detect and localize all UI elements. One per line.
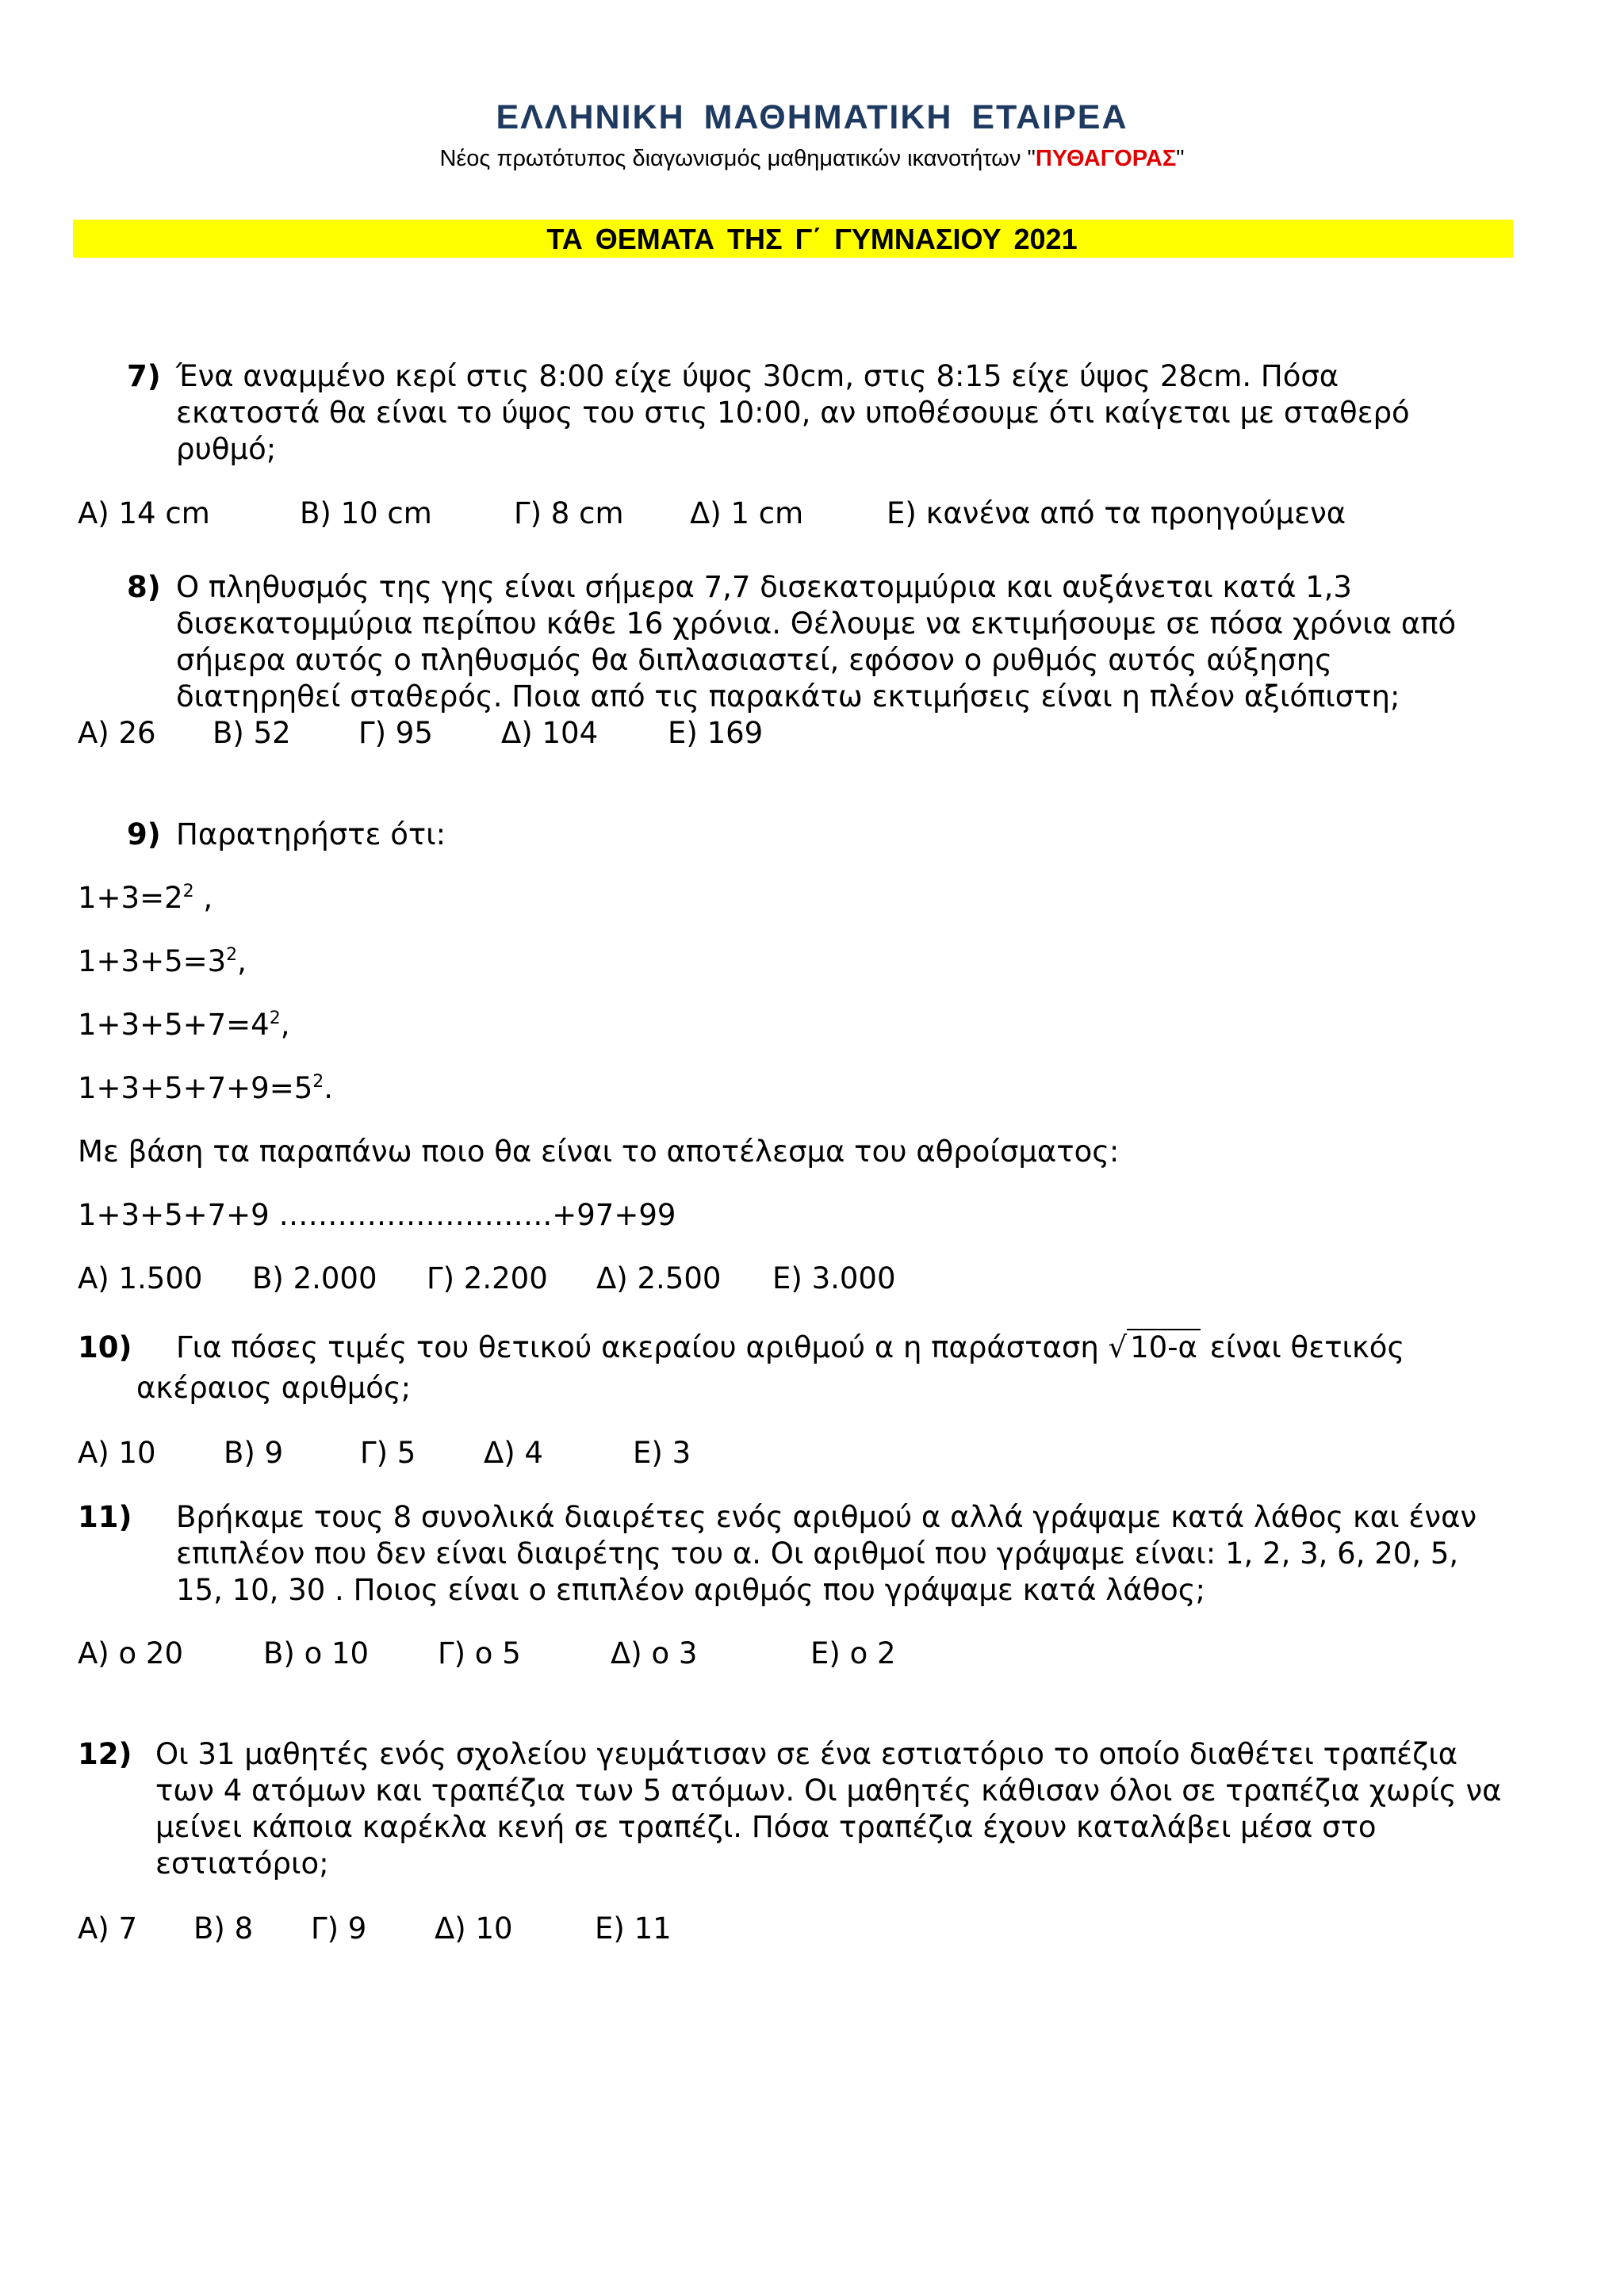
q11-line-3: 15, 10, 30 . Ποιος είναι ο επιπλέον αριθμός που γράψαμε κατά λάθος; [176, 1573, 1205, 1607]
q11-option-d: Δ) ο 3 [611, 1636, 698, 1670]
q7-option-b: Β) 10 cm [300, 496, 432, 530]
q8-option-c: Γ) 95 [358, 716, 433, 750]
q7-option-c: Γ) 8 cm [514, 496, 624, 530]
q9-equation-2 [78, 943, 247, 980]
q10-line-1-end: είναι θετικός [1209, 1330, 1405, 1364]
q11-option-c: Γ) ο 5 [438, 1636, 521, 1670]
q8-line-1: Ο πληθυσμός της γης είναι σήμερα 7,7 δισεκατομμύρια και αυξάνεται κατά 1,3 [176, 570, 1352, 604]
q7-option-a: Α) 14 cm [78, 496, 210, 530]
q10-number: 10) [78, 1330, 132, 1364]
q8-line-2: δισεκατομμύρια περίπου κάθε 16 χρόνια. Θέλουμε να εκτιμήσουμε σε πόσα χρόνια από [176, 607, 1457, 641]
q7-line-2: εκατοστά θα είναι το ύψος του στις 10:00, αν υποθέσουμε ότι καίγεται με σταθερό [176, 396, 1410, 430]
q12-line-3: μείνει κάποια καρέκλα κενή σε τραπέζι. Πόσα τραπέζια έχουν καταλάβει μέσα στο [155, 1810, 1377, 1844]
q10-option-a: Α) 10 [78, 1436, 156, 1470]
q9-option-a: Α) 1.500 [78, 1261, 203, 1295]
q9-equation-3 [78, 1007, 289, 1043]
q8-number: 8) [127, 570, 161, 604]
q12-option-c: Γ) 9 [311, 1911, 367, 1946]
radicand: 10-α [1127, 1329, 1201, 1364]
q9-equation-4 [78, 1070, 333, 1107]
q9-option-b: Β) 2.000 [252, 1261, 377, 1295]
square-root-expression: √ 10-α [1109, 1330, 1201, 1366]
q9-option-d: Δ) 2.500 [596, 1261, 722, 1295]
eq1-exponent: 2 [182, 882, 194, 901]
eq4-tail: . [324, 1071, 334, 1105]
q8-line-4: διατηρηθεί σταθερός. Ποια από τις παρακάτω εκτιμήσεις είναι η πλέον αξιόπιστη; [176, 679, 1400, 714]
contest-name: ΠΥΘΑΓΟΡΑΣ [1035, 146, 1177, 171]
q10-line-1-start: Για πόσες τιμές του θετικού ακεραίου αριθμού α η παράσταση [176, 1330, 1099, 1364]
q7-option-d: Δ) 1 cm [690, 496, 804, 530]
q11-number: 11) [78, 1500, 132, 1534]
q12-line-1: Οι 31 μαθητές ενός σχολείου γευμάτισαν σε ένα εστιατόριο το οποίο διαθέτει τραπέζια [155, 1737, 1458, 1771]
eq4-left: 1+3+5+7+9=5 [78, 1071, 313, 1105]
q10-option-b: Β) 9 [224, 1436, 284, 1470]
q9-intro: Παρατηρήστε ότι: [176, 817, 446, 851]
eq3-exponent: 2 [269, 1008, 281, 1028]
q8-line-3: σήμερα αυτός ο πληθυσμός θα διπλασιαστεί, εφόσον ο ρυθμός αυτός αύξησης [176, 643, 1332, 677]
q12-option-d: Δ) 10 [435, 1911, 513, 1946]
q10-option-e: Ε) 3 [633, 1436, 691, 1470]
q12-option-b: Β) 8 [193, 1911, 254, 1946]
q10-option-c: Γ) 5 [360, 1436, 416, 1470]
q8-option-e: Ε) 169 [668, 716, 764, 750]
q8-option-a: Α) 26 [78, 716, 156, 750]
q7-line-1: Ένα αναμμένο κερί στις 8:00 είχε ύψος 30cm, στις 8:15 είχε ύψος 28cm. Πόσα [176, 359, 1339, 393]
q11-option-b: Β) ο 10 [263, 1636, 370, 1670]
q12-line-2: των 4 ατόμων και τραπέζια των 5 ατόμων. Οι μαθητές κάθισαν όλοι σε τραπέζια χωρίς να [155, 1774, 1502, 1808]
eq1-tail: , [193, 881, 213, 915]
q12-number: 12) [78, 1737, 132, 1771]
q12-option-e: Ε) 11 [595, 1911, 672, 1946]
q11-option-e: Ε) ο 2 [810, 1636, 896, 1670]
q11-option-a: Α) ο 20 [78, 1636, 183, 1670]
q7-number: 7) [127, 359, 161, 393]
q7-option-e: Ε) κανένα από τα προηγούμενα [887, 496, 1346, 530]
q9-number: 9) [127, 817, 161, 851]
eq1-left: 1+3=2 [78, 881, 183, 915]
eq4-exponent: 2 [312, 1072, 324, 1092]
q8-option-d: Δ) 104 [501, 716, 599, 750]
q9-equation-1 [78, 880, 213, 916]
subtitle-suffix: " [1176, 146, 1185, 171]
q11-line-2: επιπλέον που δεν είναι διαιρέτης του α. Οι αριθμοί που γράψαμε είναι: 1, 2, 3, 6, 20, 5, [176, 1536, 1459, 1571]
q12-line-4: εστιατόριο; [155, 1846, 329, 1881]
q8-option-b: Β) 52 [213, 716, 291, 750]
q10-line-2: ακέραιος αριθμός; [136, 1371, 412, 1405]
q12-option-a: Α) 7 [78, 1911, 138, 1946]
q7-line-3: ρυθμό; [176, 432, 277, 466]
subtitle-prefix: Νέος πρωτότυπος διαγωνισμός μαθηματικών ικανοτήτων " [439, 146, 1036, 171]
exam-banner-title: ΤΑ ΘΕΜΑΤΑ ΤΗΣ Γ΄ ΓΥΜΝΑΣΙΟΥ 2021 [546, 223, 1078, 255]
contest-subtitle [0, 146, 1624, 172]
eq3-left: 1+3+5+7=4 [78, 1008, 270, 1042]
society-title: ΕΛΛΗΝΙΚΗ ΜΑΘΗΜΑΤΙΚΗ ΕΤΑΙΡΕΑ [496, 98, 1128, 136]
q9-question: Με βάση τα παραπάνω ποιο θα είναι το αποτέλεσμα του αθροίσματος: [78, 1135, 1120, 1169]
q11-line-1: Βρήκαμε τους 8 συνολικά διαιρέτες ενός αριθμού α αλλά γράψαμε κατά λάθος και έναν [176, 1500, 1477, 1534]
eq2-left: 1+3+5=3 [78, 944, 227, 978]
q10-option-d: Δ) 4 [484, 1436, 544, 1470]
eq2-exponent: 2 [226, 945, 238, 965]
eq3-tail: , [280, 1008, 290, 1042]
eq2-tail: , [237, 944, 247, 978]
q10-line-1 [176, 1330, 1404, 1366]
q9-option-e: Ε) 3.000 [772, 1261, 896, 1295]
q9-sum: 1+3+5+7+9 ……………………….+97+99 [78, 1198, 676, 1232]
q9-option-c: Γ) 2.200 [427, 1261, 548, 1295]
